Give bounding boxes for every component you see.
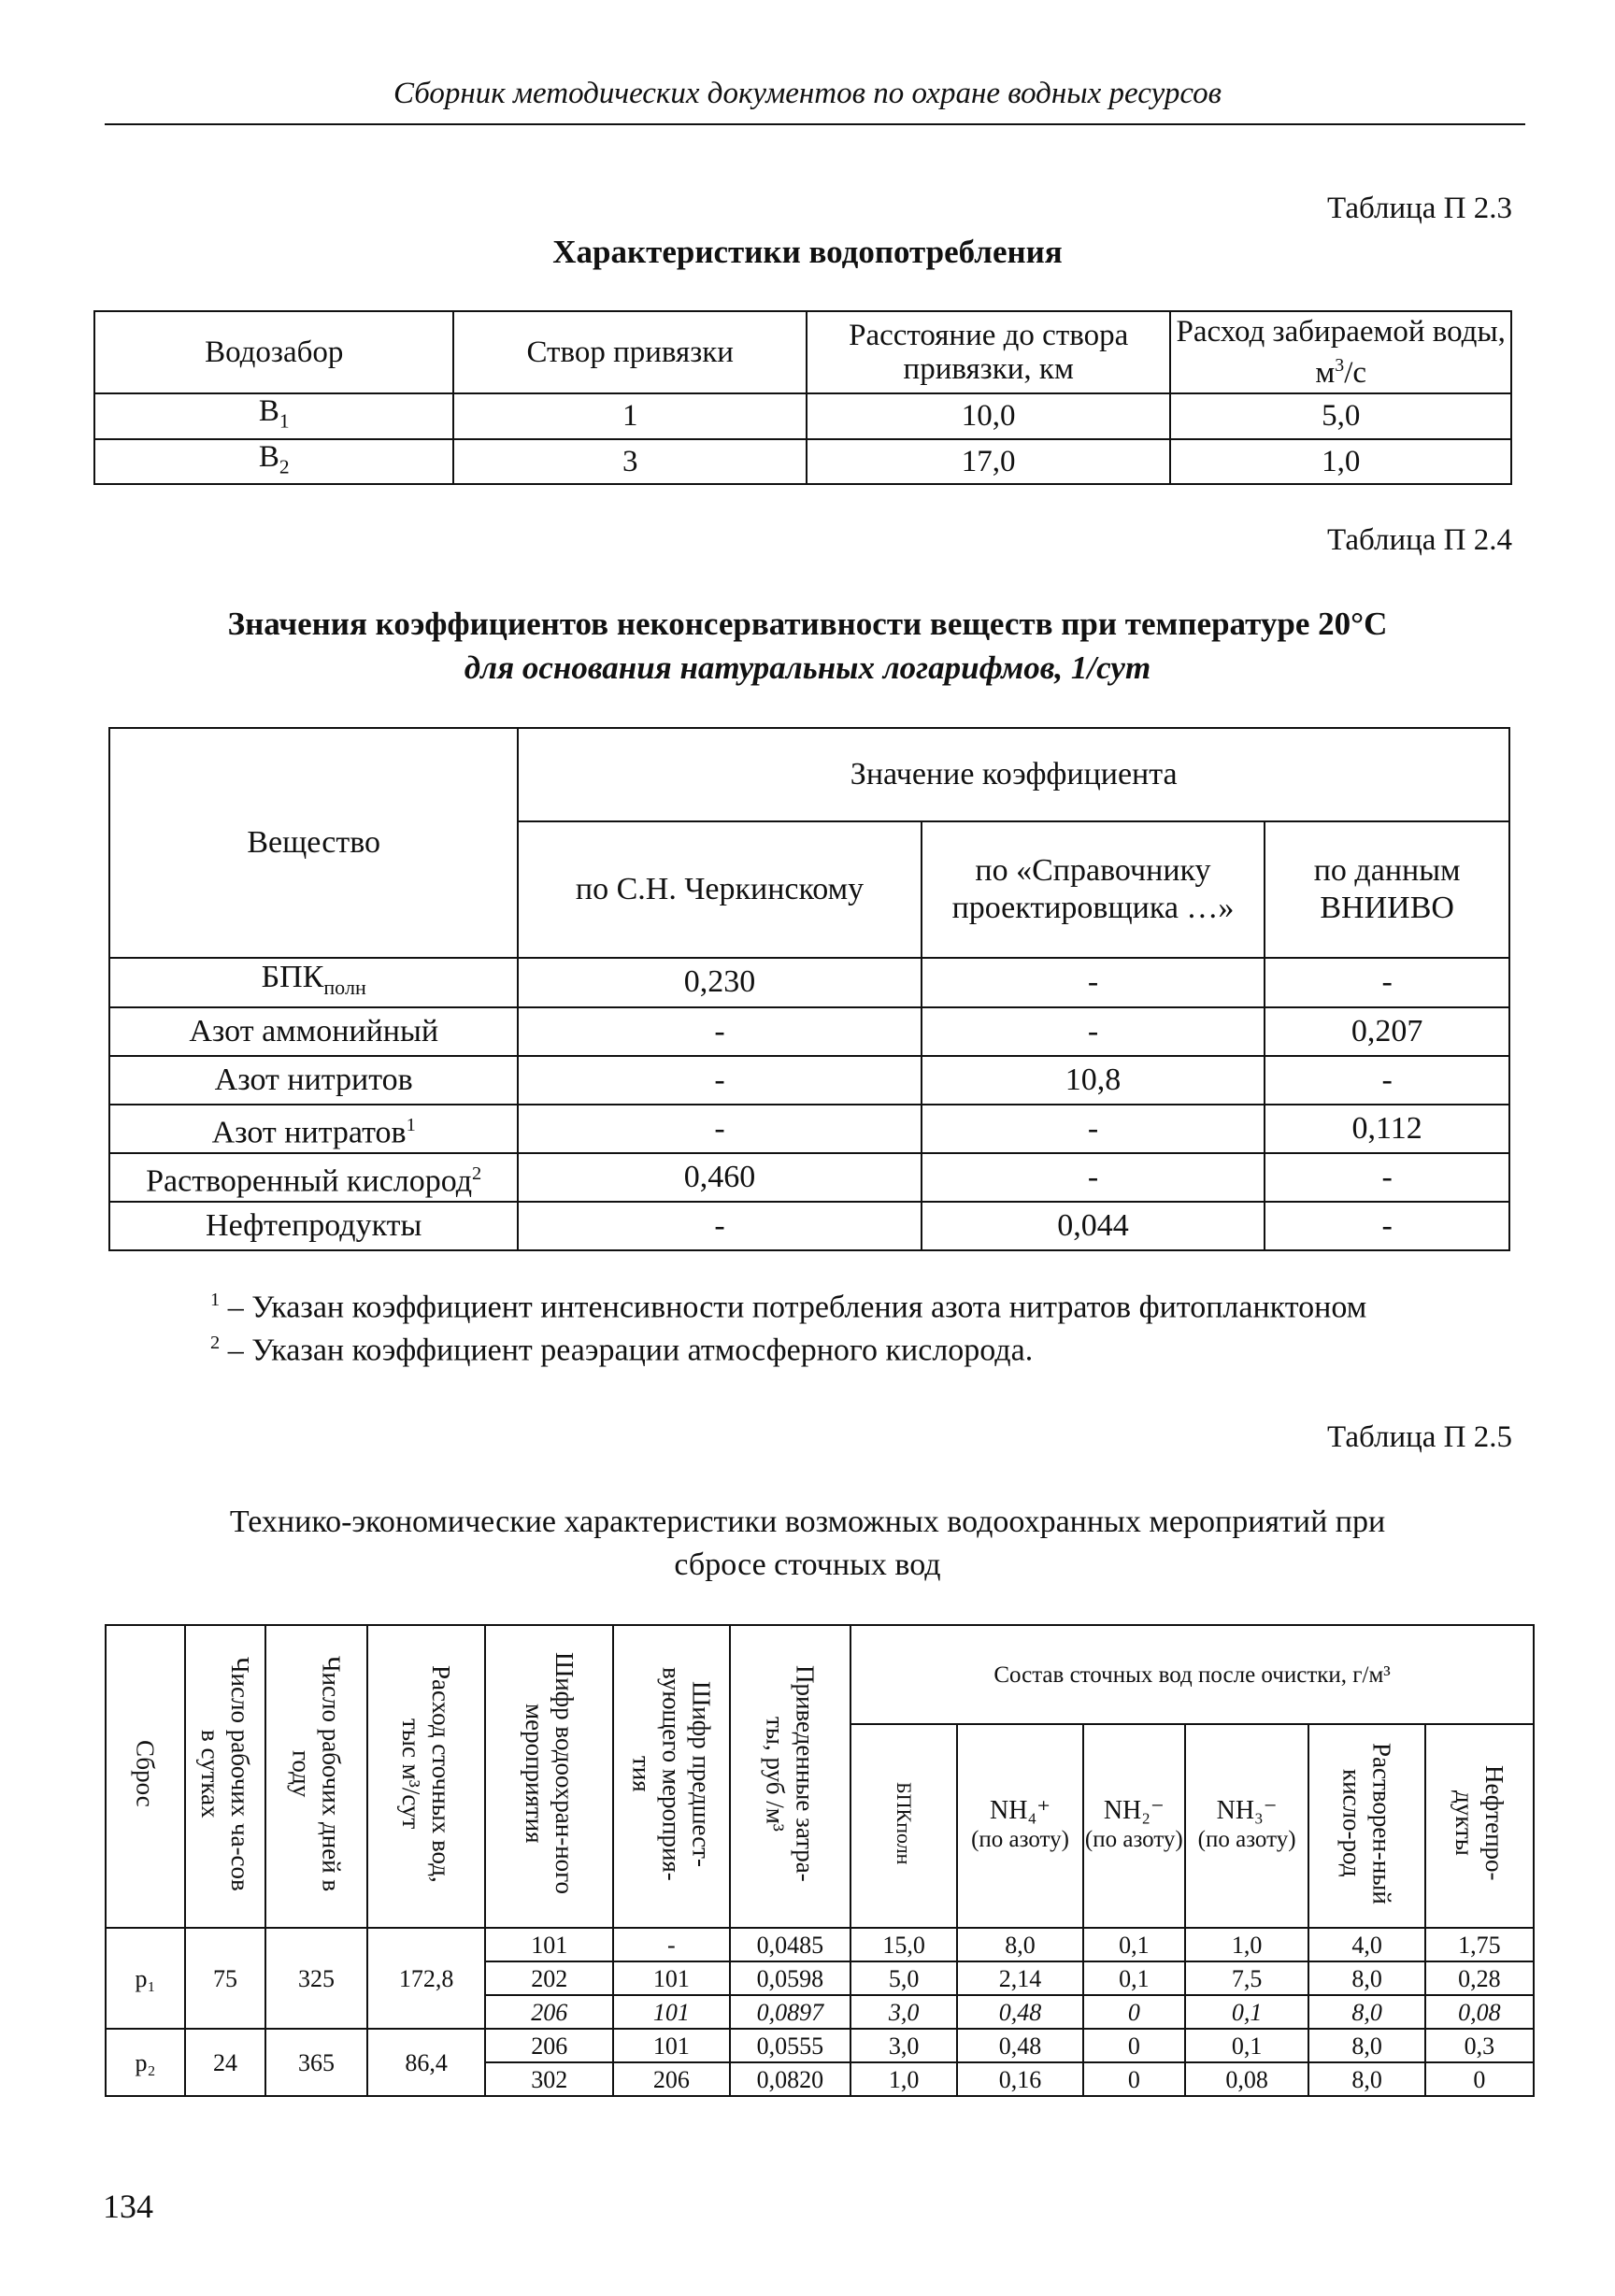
bpk-cell: 3,0 [850, 1995, 957, 2029]
substance-cell: Азот нитратов$^1$ [109, 1105, 518, 1153]
water-intake-table [93, 310, 1512, 485]
substance-cell: Растворенный кислород$^2$ [109, 1153, 518, 1202]
value-cell: - [1265, 958, 1509, 1007]
discharge-cell: р₁ [106, 1928, 185, 2029]
page-number: 134 [103, 2188, 153, 2225]
prev-cell: - [613, 1928, 729, 1961]
flow-header-unit: /с [1344, 356, 1367, 390]
substance-cell: $БПК_{полн}$ [109, 958, 518, 1007]
flow-cell: 1,0 [1170, 439, 1511, 485]
nh3-cell: 1,0 [1185, 1928, 1309, 1961]
prev-cell: 101 [613, 2029, 729, 2062]
value-cell: - [922, 1105, 1265, 1153]
table-row [109, 1056, 1509, 1105]
table-row [106, 2029, 1534, 2062]
value-cell: - [518, 1202, 921, 1250]
col-header-oil: Нефтепро-дукты [1425, 1724, 1534, 1928]
nh4-cell: 8,0 [957, 1928, 1083, 1961]
table-row [109, 1105, 1509, 1153]
value-cell: 0,207 [1265, 1007, 1509, 1056]
cost-cell: 0,0897 [730, 1995, 851, 2029]
distance-cell: 10,0 [807, 393, 1170, 439]
value-cell: - [1265, 1202, 1509, 1250]
col-header-discharge: Сброс [106, 1625, 185, 1928]
hours-cell: 75 [185, 1928, 265, 2029]
value-cell: - [518, 1105, 921, 1153]
flow-header-text: Расход забираемой воды, м [1176, 315, 1506, 390]
code-cell: 101 [485, 1928, 613, 1961]
col-header-composition: Состав сточных вод после очистки, г/м³ [850, 1625, 1534, 1724]
oil-cell: 0,28 [1425, 1961, 1534, 1995]
prev-cell: 101 [613, 1995, 729, 2029]
section-cell: 3 [453, 439, 806, 485]
nh3-cell: 0,08 [1185, 2062, 1309, 2096]
o2-cell: 8,0 [1308, 2062, 1424, 2096]
bpk-cell: 1,0 [850, 2062, 957, 2096]
cost-cell: 0,0820 [730, 2062, 851, 2096]
value-cell: - [518, 1056, 921, 1105]
oil-cell: 0 [1425, 2062, 1534, 2096]
col-header-section: Створ привязки [453, 311, 806, 393]
nh3-cell: 0,1 [1185, 2029, 1309, 2062]
substance-cell: Нефтепродукты [109, 1202, 518, 1250]
col-header-nh3: NH₃⁻ (по азоту) [1185, 1724, 1309, 1928]
table-label-p2-3: Таблица П 2.3 [1327, 192, 1512, 225]
flow-cell: 86,4 [367, 2029, 485, 2096]
value-cell: 0,460 [518, 1153, 921, 1202]
nh4-cell: 0,48 [957, 2029, 1083, 2062]
o2-cell: 4,0 [1308, 1928, 1424, 1961]
value-cell: - [1265, 1056, 1509, 1105]
table-row [106, 1928, 1534, 1961]
flow-header-sup: 3 [1335, 355, 1345, 376]
hours-cell: 24 [185, 2029, 265, 2096]
table-caption-p2-4-line1: Значения коэффициентов неконсервативности веществ при температуре 20°С [227, 606, 1388, 642]
nh4-cell: 2,14 [957, 1961, 1083, 1995]
value-cell: - [518, 1007, 921, 1056]
footnote-2: $^2$ – Указан коэффициент реаэрации атмосферного кислорода. [210, 1333, 1034, 1368]
table-row [94, 439, 1511, 485]
code-cell: 206 [485, 2029, 613, 2062]
nh3-cell: 7,5 [1185, 1961, 1309, 1995]
cost-cell: 0,0485 [730, 1928, 851, 1961]
coefficients-table [108, 727, 1510, 1251]
col-header-vniivo: по данным ВНИИВО [1265, 821, 1509, 958]
value-cell: - [922, 1007, 1265, 1056]
nh2-cell: 0 [1083, 2029, 1185, 2062]
code-cell: 302 [485, 2062, 613, 2096]
days-cell: 325 [265, 1928, 367, 2029]
value-cell: 0,112 [1265, 1105, 1509, 1153]
table-row [94, 393, 1511, 439]
col-header-prev-code: Шифр предшест-вующего мероприя-тия [613, 1625, 729, 1928]
table-row [109, 1153, 1509, 1202]
header-rule [105, 123, 1525, 125]
distance-cell: 17,0 [807, 439, 1170, 485]
value-cell: 0,044 [922, 1202, 1265, 1250]
value-cell: - [1265, 1153, 1509, 1202]
cost-cell: 0,0598 [730, 1961, 851, 1995]
discharge-cell: р₂ [106, 2029, 185, 2096]
nh2-cell: 0 [1083, 1995, 1185, 2029]
bpk-cell: 3,0 [850, 2029, 957, 2062]
col-header-oxygen: Растворен-ный кисло-род [1308, 1724, 1424, 1928]
bpk-cell: 15,0 [850, 1928, 957, 1961]
prev-cell: 101 [613, 1961, 729, 1995]
value-cell: 10,8 [922, 1056, 1265, 1105]
intake-cell: $В_2$ [94, 439, 453, 485]
footnote-1: $^1$ – Указан коэффициент интенсивности потребления азота нитратов фитопланктоном [210, 1290, 1367, 1325]
running-header: Сборник методических документов по охране водных ресурсов [393, 77, 1222, 110]
table-caption-p2-3: Характеристики водопотребления [552, 234, 1063, 270]
days-cell: 365 [265, 2029, 367, 2096]
cost-cell: 0,0555 [730, 2029, 851, 2062]
table-label-p2-5: Таблица П 2.5 [1327, 1420, 1512, 1454]
table-caption-p2-5-line2: сбросе сточных вод [674, 1547, 941, 1582]
code-cell: 202 [485, 1961, 613, 1995]
oil-cell: 1,75 [1425, 1928, 1534, 1961]
col-header-bpk: БПКполн [850, 1724, 957, 1928]
nh3-cell: 0,1 [1185, 1995, 1309, 2029]
col-header-nh2: NH₂⁻ (по азоту) [1083, 1724, 1185, 1928]
nh2-cell: 0 [1083, 2062, 1185, 2096]
col-header-distance: Расстояние до створа привязки, км [807, 311, 1170, 393]
o2-cell: 8,0 [1308, 1961, 1424, 1995]
nh4-cell: 0,16 [957, 2062, 1083, 2096]
col-header-handbook: по «Справочнику проектировщика …» [922, 821, 1265, 958]
oil-cell: 0,08 [1425, 1995, 1534, 2029]
value-cell: 0,230 [518, 958, 921, 1007]
table-caption-p2-5-line1: Технико-экономические характеристики возможных водоохранных мероприятий при [229, 1505, 1386, 1539]
substance-cell: Азот нитритов [109, 1056, 518, 1105]
measures-table [105, 1624, 1535, 2097]
value-cell: - [922, 958, 1265, 1007]
col-header-cost: Приведенные затра-ты, руб /м³ [730, 1625, 851, 1928]
nh2-cell: 0,1 [1083, 1928, 1185, 1961]
o2-cell: 8,0 [1308, 2029, 1424, 2062]
flow-cell: 172,8 [367, 1928, 485, 2029]
o2-cell: 8,0 [1308, 1995, 1424, 2029]
oil-cell: 0,3 [1425, 2029, 1534, 2062]
nh2-cell: 0,1 [1083, 1961, 1185, 1995]
value-cell: - [922, 1153, 1265, 1202]
intake-cell: $В_1$ [94, 393, 453, 439]
col-header-flow [1170, 311, 1511, 393]
col-header-substance: Вещество [109, 728, 518, 958]
col-header-hours: Число рабочих ча-сов в сутках [185, 1625, 265, 1928]
section-cell: 1 [453, 393, 806, 439]
bpk-cell: 5,0 [850, 1961, 957, 1995]
col-header-cherkinsky: по С.Н. Черкинскому [518, 821, 921, 958]
col-header-nh4: NH₄⁺ (по азоту) [957, 1724, 1083, 1928]
table-label-p2-4: Таблица П 2.4 [1327, 523, 1512, 557]
col-header-days: Число рабочих дней в году [265, 1625, 367, 1928]
code-cell: 206 [485, 1995, 613, 2029]
table-caption-p2-4-line2: для основания натуральных логарифмов, 1/сут [464, 649, 1151, 686]
col-header-coefficient: Значение коэффициента [518, 728, 1509, 821]
col-header-code: Шифр водоохран-ного мероприятия [485, 1625, 613, 1928]
nh4-cell: 0,48 [957, 1995, 1083, 2029]
col-header-flow: Расход сточных вод, тыс м³/сут [367, 1625, 485, 1928]
flow-cell: 5,0 [1170, 393, 1511, 439]
col-header-intake: Водозабор [94, 311, 453, 393]
prev-cell: 206 [613, 2062, 729, 2096]
table-row [109, 1202, 1509, 1250]
substance-cell: Азот аммонийный [109, 1007, 518, 1056]
table-row [109, 958, 1509, 1007]
table-row [109, 1007, 1509, 1056]
